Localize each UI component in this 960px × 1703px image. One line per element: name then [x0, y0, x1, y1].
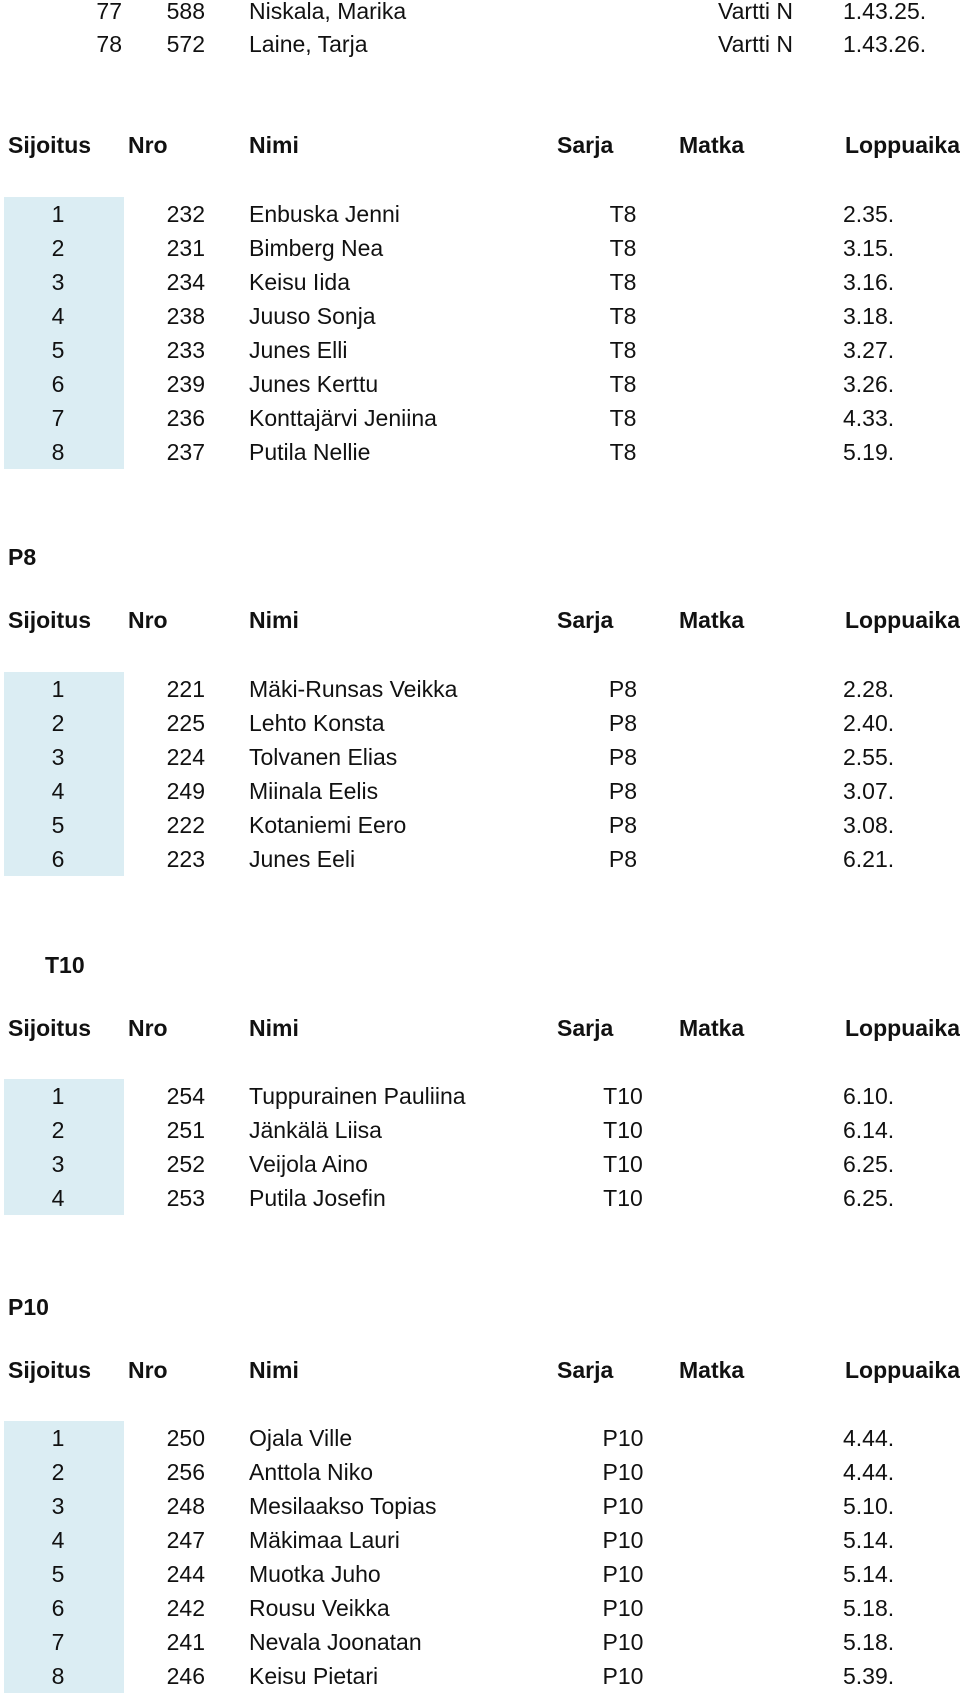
finish-time-cell: 5.19.	[843, 439, 895, 465]
column-header-row	[0, 128, 960, 162]
number-cell: 588	[166, 0, 205, 24]
number-cell: 253	[166, 1185, 205, 1211]
number-cell: 250	[166, 1425, 205, 1451]
series-cell: P10	[602, 1595, 644, 1621]
rank-cell: 3	[51, 1151, 65, 1177]
rank-cell: 5	[51, 812, 65, 838]
series-cell: P8	[608, 812, 638, 838]
result-row	[0, 706, 960, 740]
series-cell: P10	[602, 1629, 644, 1655]
name-cell: Nevala Joonatan	[249, 1629, 422, 1655]
result-row	[0, 1523, 960, 1557]
name-cell: Konttajärvi Jeniina	[249, 405, 437, 431]
name-cell: Niskala, Marika	[249, 0, 407, 24]
finish-time-cell: 6.25.	[843, 1151, 895, 1177]
series-cell: T8	[609, 303, 637, 329]
name-cell: Jänkälä Liisa	[249, 1117, 382, 1143]
group-title: P8	[8, 544, 37, 570]
header-sijoitus: Sijoitus	[8, 607, 92, 633]
result-row	[0, 1079, 960, 1113]
result-row	[0, 197, 960, 231]
name-cell: Bimberg Nea	[249, 235, 384, 261]
rank-cell: 2	[51, 235, 65, 261]
previous-table-row	[0, 27, 960, 61]
result-row	[0, 1489, 960, 1523]
rank-cell: 1	[51, 676, 65, 702]
series-cell: P10	[602, 1527, 644, 1553]
header-matka: Matka	[679, 1357, 745, 1383]
rank-cell: 8	[51, 439, 65, 465]
series-cell: T10	[603, 1083, 643, 1109]
name-cell: Junes Kerttu	[249, 371, 379, 397]
finish-time-cell: 2.35.	[843, 201, 895, 227]
header-nro: Nro	[128, 607, 168, 633]
name-cell: Putila Josefin	[249, 1185, 386, 1211]
result-row	[0, 1181, 960, 1215]
name-cell: Lehto Konsta	[249, 710, 385, 736]
result-row	[0, 1591, 960, 1625]
header-matka: Matka	[679, 1015, 745, 1041]
name-cell: Junes Elli	[249, 337, 348, 363]
header-nimi: Nimi	[249, 607, 299, 633]
result-row	[0, 808, 960, 842]
header-sarja: Sarja	[557, 132, 614, 158]
column-header-row	[0, 1353, 960, 1387]
result-row	[0, 672, 960, 706]
number-cell: 251	[166, 1117, 205, 1143]
result-row	[0, 333, 960, 367]
header-nimi: Nimi	[249, 132, 299, 158]
header-sarja: Sarja	[557, 1015, 614, 1041]
finish-time-cell: 2.40.	[843, 710, 895, 736]
finish-time-cell: 5.14.	[843, 1527, 895, 1553]
result-row	[0, 367, 960, 401]
series-cell: P8	[608, 778, 638, 804]
series-cell: P8	[608, 710, 638, 736]
series-cell: P10	[602, 1663, 644, 1689]
finish-time-cell: 1.43.26.	[843, 31, 927, 57]
result-row	[0, 435, 960, 469]
series-cell: T8	[609, 439, 637, 465]
name-cell: Tolvanen Elias	[249, 744, 398, 770]
result-row	[0, 265, 960, 299]
number-cell: 233	[166, 337, 205, 363]
number-cell: 225	[166, 710, 205, 736]
series-cell: P10	[602, 1459, 644, 1485]
rank-cell: 77	[96, 0, 122, 24]
result-row	[0, 231, 960, 265]
number-cell: 248	[166, 1493, 205, 1519]
number-cell: 244	[166, 1561, 205, 1587]
rank-cell: 7	[51, 1629, 65, 1655]
rank-cell: 3	[51, 1493, 65, 1519]
result-row	[0, 1625, 960, 1659]
number-cell: 572	[166, 31, 205, 57]
rank-cell: 1	[51, 1083, 65, 1109]
number-cell: 238	[166, 303, 205, 329]
series-cell: P10	[602, 1425, 644, 1451]
result-row	[0, 1659, 960, 1693]
series-cell: T10	[603, 1151, 643, 1177]
result-row	[0, 1557, 960, 1591]
finish-time-cell: 6.10.	[843, 1083, 895, 1109]
rank-cell: 4	[51, 778, 65, 804]
header-nimi: Nimi	[249, 1015, 299, 1041]
previous-table-row	[0, 0, 960, 28]
column-header-row	[0, 603, 960, 637]
series-cell: T8	[609, 201, 637, 227]
series-cell: T8	[609, 235, 637, 261]
result-row	[0, 1113, 960, 1147]
name-cell: Mäkimaa Lauri	[249, 1527, 400, 1553]
number-cell: 234	[166, 269, 205, 295]
series-cell: T10	[603, 1185, 643, 1211]
header-loppuaika: Loppuaika	[845, 132, 960, 158]
rank-cell: 78	[96, 31, 122, 57]
finish-time-cell: 3.18.	[843, 303, 895, 329]
column-header-row	[0, 1011, 960, 1045]
finish-time-cell: 3.08.	[843, 812, 895, 838]
name-cell: Ojala Ville	[249, 1425, 353, 1451]
result-row	[0, 740, 960, 774]
rank-cell: 5	[51, 1561, 65, 1587]
finish-time-cell: 3.07.	[843, 778, 895, 804]
name-cell: Rousu Veikka	[249, 1595, 390, 1621]
header-loppuaika: Loppuaika	[845, 607, 960, 633]
number-cell: 223	[166, 846, 205, 872]
finish-time-cell: 5.39.	[843, 1663, 895, 1689]
series-cell: T8	[609, 269, 637, 295]
number-cell: 222	[166, 812, 205, 838]
rank-cell: 6	[51, 371, 65, 397]
header-matka: Matka	[679, 132, 745, 158]
series-cell: T8	[609, 337, 637, 363]
name-cell: Muotka Juho	[249, 1561, 381, 1587]
name-cell: Junes Eeli	[249, 846, 356, 872]
number-cell: 246	[166, 1663, 205, 1689]
finish-time-cell: 5.18.	[843, 1595, 895, 1621]
rank-cell: 3	[51, 744, 65, 770]
name-cell: Keisu Iida	[249, 269, 351, 295]
finish-time-cell: 6.14.	[843, 1117, 895, 1143]
series-cell: Vartti N	[718, 31, 793, 57]
series-cell: P10	[602, 1493, 644, 1519]
number-cell: 239	[166, 371, 205, 397]
group-title: P10	[8, 1294, 49, 1320]
rank-cell: 6	[51, 1595, 65, 1621]
header-loppuaika: Loppuaika	[845, 1015, 960, 1041]
rank-cell: 2	[51, 710, 65, 736]
number-cell: 242	[166, 1595, 205, 1621]
number-cell: 247	[166, 1527, 205, 1553]
finish-time-cell: 2.28.	[843, 676, 895, 702]
finish-time-cell: 5.14.	[843, 1561, 895, 1587]
rank-cell: 5	[51, 337, 65, 363]
name-cell: Mesilaakso Topias	[249, 1493, 437, 1519]
number-cell: 237	[166, 439, 205, 465]
finish-time-cell: 3.27.	[843, 337, 895, 363]
finish-time-cell: 6.21.	[843, 846, 895, 872]
rank-cell: 1	[51, 1425, 65, 1451]
rank-cell: 4	[51, 1527, 65, 1553]
rank-cell: 6	[51, 846, 65, 872]
header-sijoitus: Sijoitus	[8, 1357, 92, 1383]
name-cell: Tuppurainen Pauliina	[249, 1083, 466, 1109]
number-cell: 252	[166, 1151, 205, 1177]
rank-cell: 2	[51, 1459, 65, 1485]
name-cell: Juuso Sonja	[249, 303, 376, 329]
finish-time-cell: 3.16.	[843, 269, 895, 295]
name-cell: Kotaniemi Eero	[249, 812, 407, 838]
finish-time-cell: 6.25.	[843, 1185, 895, 1211]
rank-cell: 4	[51, 303, 65, 329]
header-nro: Nro	[128, 1015, 168, 1041]
series-cell: P8	[608, 846, 638, 872]
rank-cell: 1	[51, 201, 65, 227]
header-sarja: Sarja	[557, 1357, 614, 1383]
name-cell: Enbuska Jenni	[249, 201, 400, 227]
finish-time-cell: 4.44.	[843, 1425, 895, 1451]
header-sijoitus: Sijoitus	[8, 132, 92, 158]
finish-time-cell: 5.18.	[843, 1629, 895, 1655]
rank-cell: 4	[51, 1185, 65, 1211]
number-cell: 224	[166, 744, 205, 770]
number-cell: 241	[166, 1629, 205, 1655]
name-cell: Anttola Niko	[249, 1459, 374, 1485]
series-cell: T8	[609, 371, 637, 397]
series-cell: T10	[603, 1117, 643, 1143]
header-nro: Nro	[128, 132, 168, 158]
number-cell: 232	[166, 201, 205, 227]
rank-cell: 7	[51, 405, 65, 431]
group-title: T10	[45, 952, 85, 978]
name-cell: Keisu Pietari	[249, 1663, 379, 1689]
result-row	[0, 1455, 960, 1489]
series-cell: T8	[609, 405, 637, 431]
series-cell: P8	[608, 744, 638, 770]
rank-cell: 8	[51, 1663, 65, 1689]
finish-time-cell: 3.26.	[843, 371, 895, 397]
series-cell: Vartti N	[718, 0, 793, 24]
header-sarja: Sarja	[557, 607, 614, 633]
number-cell: 256	[166, 1459, 205, 1485]
rank-cell: 2	[51, 1117, 65, 1143]
result-row	[0, 1147, 960, 1181]
result-row	[0, 299, 960, 333]
finish-time-cell: 5.10.	[843, 1493, 895, 1519]
result-row	[0, 842, 960, 876]
number-cell: 236	[166, 405, 205, 431]
finish-time-cell: 4.44.	[843, 1459, 895, 1485]
name-cell: Mäki-Runsas Veikka	[249, 676, 458, 702]
header-sijoitus: Sijoitus	[8, 1015, 92, 1041]
name-cell: Veijola Aino	[249, 1151, 368, 1177]
header-nimi: Nimi	[249, 1357, 299, 1383]
number-cell: 231	[166, 235, 205, 261]
name-cell: Miinala Eelis	[249, 778, 379, 804]
finish-time-cell: 3.15.	[843, 235, 895, 261]
series-cell: P8	[608, 676, 638, 702]
finish-time-cell: 1.43.25.	[843, 0, 927, 24]
number-cell: 221	[166, 676, 205, 702]
header-nro: Nro	[128, 1357, 168, 1383]
header-matka: Matka	[679, 607, 745, 633]
result-row	[0, 401, 960, 435]
result-row	[0, 774, 960, 808]
rank-cell: 3	[51, 269, 65, 295]
name-cell: Laine, Tarja	[249, 31, 368, 57]
result-row	[0, 1421, 960, 1455]
number-cell: 254	[166, 1083, 205, 1109]
number-cell: 249	[166, 778, 205, 804]
finish-time-cell: 4.33.	[843, 405, 895, 431]
finish-time-cell: 2.55.	[843, 744, 895, 770]
name-cell: Putila Nellie	[249, 439, 371, 465]
series-cell: P10	[602, 1561, 644, 1587]
header-loppuaika: Loppuaika	[845, 1357, 960, 1383]
